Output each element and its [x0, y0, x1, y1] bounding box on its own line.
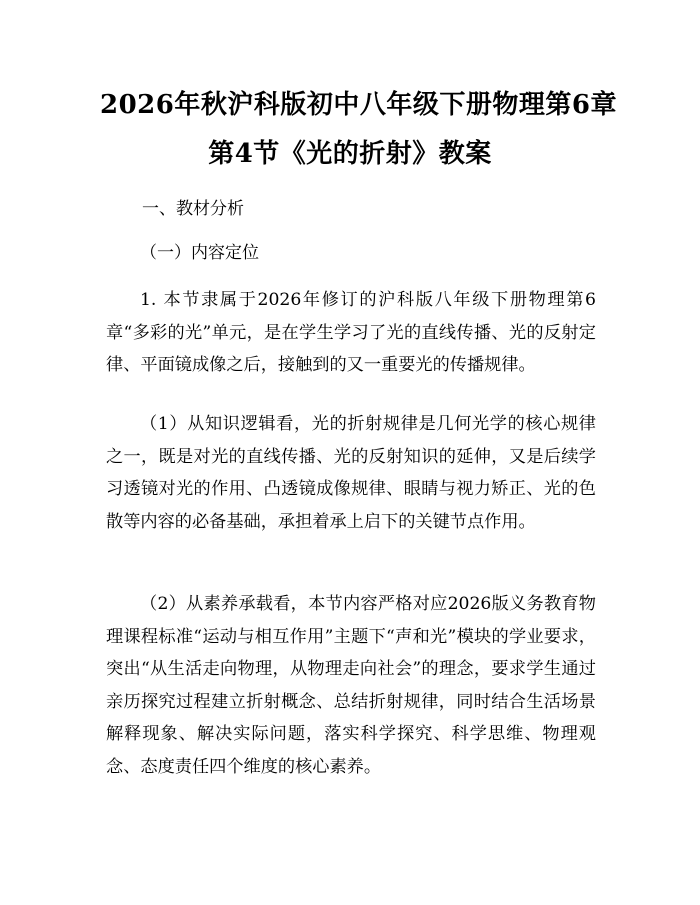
- paragraph-3: （2）从素养承载看，本节内容严格对应2026版义务教育物理课程标准“运动与相互作用”主题下“声和光”模块的学业要求，突出“从生活走向物理，从物理走向社会”的理念，要求学生通过亲历探究过程建立折射概念、总结折射规律，同时结合生活场景解释现象、解决实际问题，落实科学探究、科学思维、物理观念、态度责任四个维度的核心素养。: [106, 594, 596, 777]
- subsection-heading: （一）内容定位: [140, 243, 259, 263]
- paragraph-2: （1）从知识逻辑看，光的折射规律是几何光学的核心规律之一，既是对光的直线传播、光的反射知识的延伸，又是后续学习透镜对光的作用、凸透镜成像规律、眼睛与视力矫正、光的色散等内容的必备基础，承担着承上启下的关键节点作用。: [106, 414, 596, 532]
- document-title-line-2: 第4节《光的折射》教案: [208, 139, 492, 169]
- paragraph-1: 1. 本节隶属于2026年修订的沪科版八年级下册物理第6章“多彩的光”单元，是在学生学习了光的直线传播、光的反射定律、平面镜成像之后，接触到的又一重要光的传播规律。: [106, 290, 596, 375]
- document-title-line-1: 2026年秋沪科版初中八年级下册物理第6章: [100, 90, 617, 120]
- section-heading: 一、教材分析: [142, 199, 244, 219]
